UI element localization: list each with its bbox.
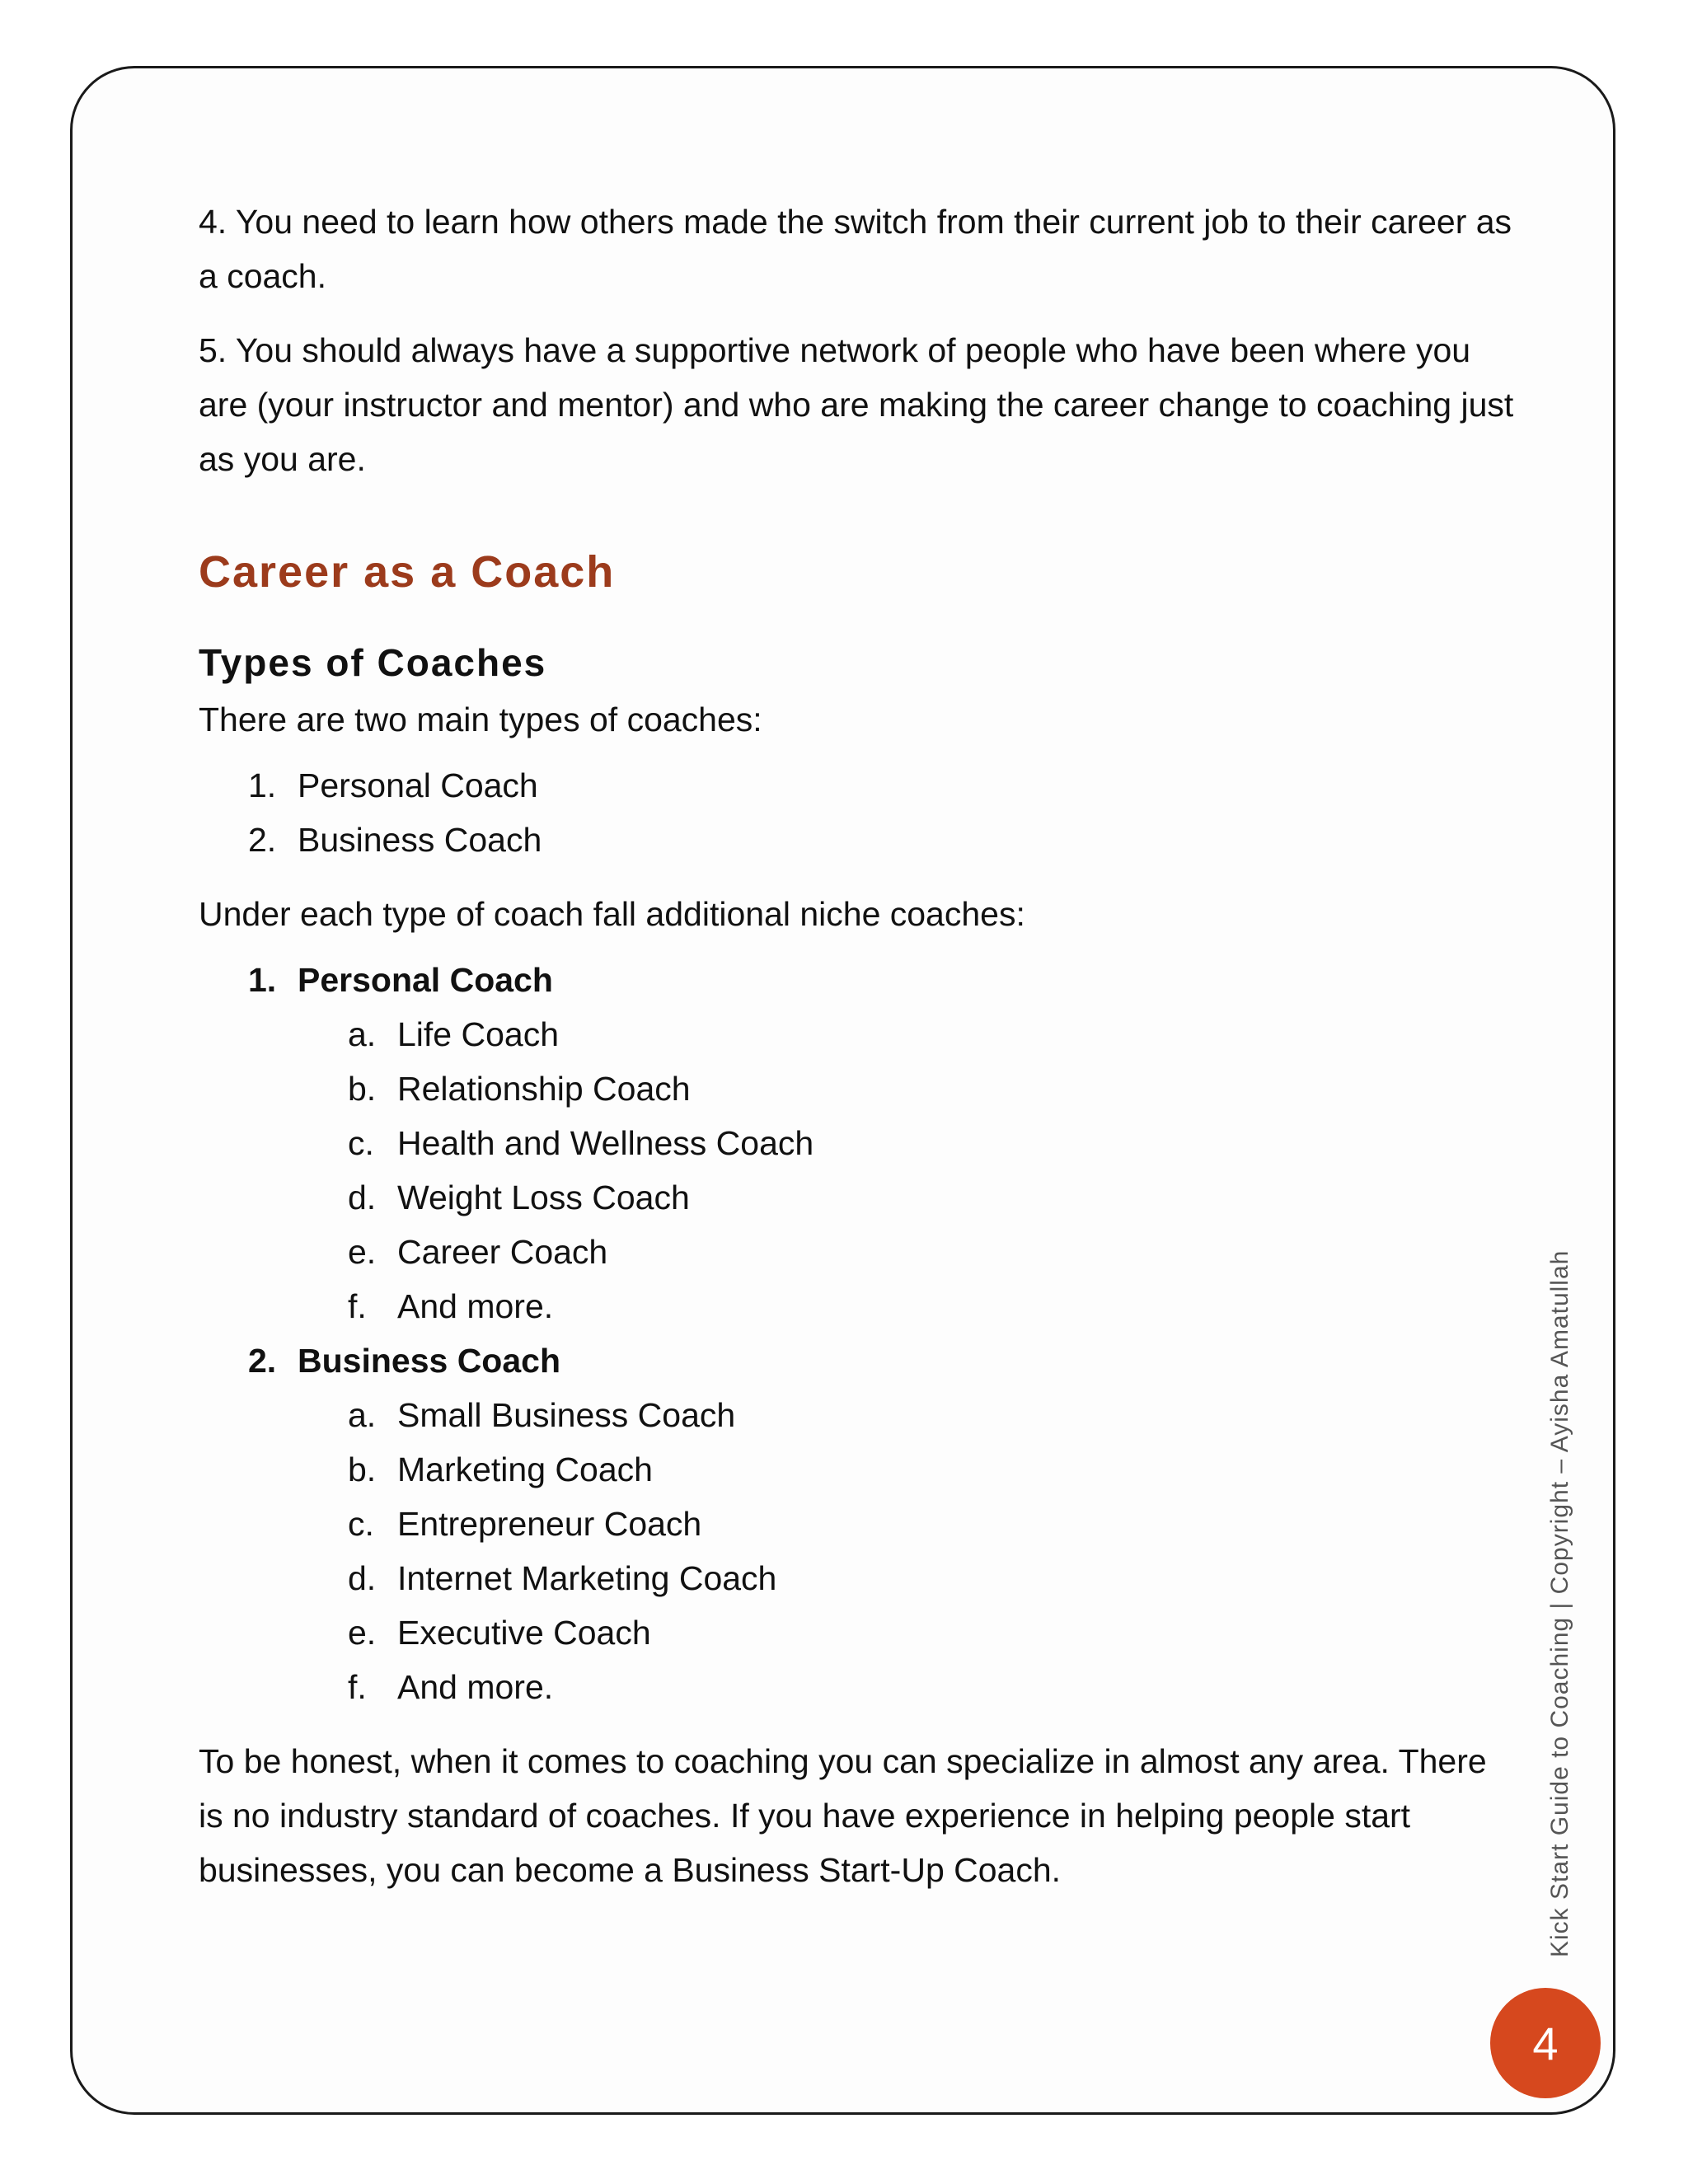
list-item-label: Small Business Coach: [397, 1396, 736, 1434]
list-item: [199, 1116, 1517, 1170]
list-marker: f.: [348, 1668, 367, 1706]
list-item: [199, 1551, 1517, 1605]
list-item: [199, 1170, 1517, 1225]
list-item-label: Health and Wellness Coach: [397, 1124, 814, 1162]
list-marker: c.: [348, 1124, 374, 1162]
list-item: [199, 1497, 1517, 1551]
list-item: [199, 1279, 1517, 1333]
list-item-label: And more.: [397, 1287, 554, 1325]
list-item-label: Executive Coach: [397, 1614, 651, 1652]
list-marker: b.: [348, 1451, 377, 1488]
list-item-label: Career Coach: [397, 1233, 608, 1271]
list-marker: 1.: [248, 766, 277, 804]
list-marker: 2.: [248, 1342, 277, 1380]
list-item: [199, 1605, 1517, 1660]
list-item-label: Marketing Coach: [397, 1451, 653, 1488]
list-marker: e.: [348, 1233, 377, 1271]
types-intro: There are two main types of coaches:: [199, 701, 762, 738]
niche-group-label: Personal Coach: [298, 961, 553, 999]
list-marker: d.: [348, 1179, 377, 1216]
list-item: [199, 1062, 1517, 1116]
list-marker: e.: [348, 1614, 377, 1652]
list-item: [199, 1442, 1517, 1497]
list-marker: b.: [348, 1070, 377, 1108]
list-item-label: Life Coach: [397, 1015, 560, 1053]
niche-group-label: Business Coach: [298, 1342, 560, 1380]
list-item-label: Relationship Coach: [397, 1070, 691, 1108]
list-marker: a.: [348, 1015, 377, 1053]
list-item-label: Personal Coach: [298, 766, 538, 804]
list-item-label: Entrepreneur Coach: [397, 1505, 702, 1543]
list-marker: 2.: [248, 821, 277, 859]
niche-sublist-wrapper: [199, 1388, 1517, 1714]
niche-group-personal: [199, 953, 1517, 1007]
list-marker: d.: [348, 1559, 377, 1597]
paragraph-item-5: 5. You should always have a supportive network of people who have been where you are (your instructor and mentor) and who are making the career change to coaching just as you are.: [199, 331, 1514, 478]
niche-intro: Under each type of coach fall additional niche coaches:: [199, 895, 1025, 933]
list-item: [199, 813, 1517, 867]
list-item: [199, 758, 1517, 813]
section-title: Career as a Coach: [199, 547, 616, 597]
niche-list: [199, 953, 1517, 1714]
list-marker: 1.: [248, 961, 277, 999]
side-footer-text: Kick Start Guide to Coaching | Copyright – Ayisha Amatullah: [1546, 1249, 1573, 1957]
page-content: [199, 194, 1517, 1917]
subsection-title: Types of Coaches: [199, 641, 547, 684]
niche-sublist-wrapper: [199, 1007, 1517, 1333]
list-item: [199, 1660, 1517, 1714]
niche-group-business: [199, 1333, 1517, 1388]
list-item: [199, 1007, 1517, 1062]
list-item-label: Weight Loss Coach: [397, 1179, 690, 1216]
list-item: [199, 1225, 1517, 1279]
personal-niche-sublist: [199, 1007, 1517, 1333]
coach-types-list: [199, 758, 1517, 867]
page-number-badge: [1490, 1988, 1601, 2098]
list-marker: c.: [348, 1505, 374, 1543]
closing-paragraph: To be honest, when it comes to coaching you can specialize in almost any area. There is no industry standard of coaches. If you have experience in helping people start businesses, you can become a Business Start-Up Coach.: [199, 1742, 1487, 1889]
list-item-label: And more.: [397, 1668, 554, 1706]
page-number: 4: [1532, 2017, 1559, 2069]
list-marker: a.: [348, 1396, 377, 1434]
list-item-label: Internet Marketing Coach: [397, 1559, 777, 1597]
list-item-label: Business Coach: [298, 821, 542, 859]
list-marker: f.: [348, 1287, 367, 1325]
list-item: [199, 1388, 1517, 1442]
paragraph-item-4: 4. You need to learn how others made the switch from their current job to their career as a coach.: [199, 203, 1512, 295]
business-niche-sublist: [199, 1388, 1517, 1714]
